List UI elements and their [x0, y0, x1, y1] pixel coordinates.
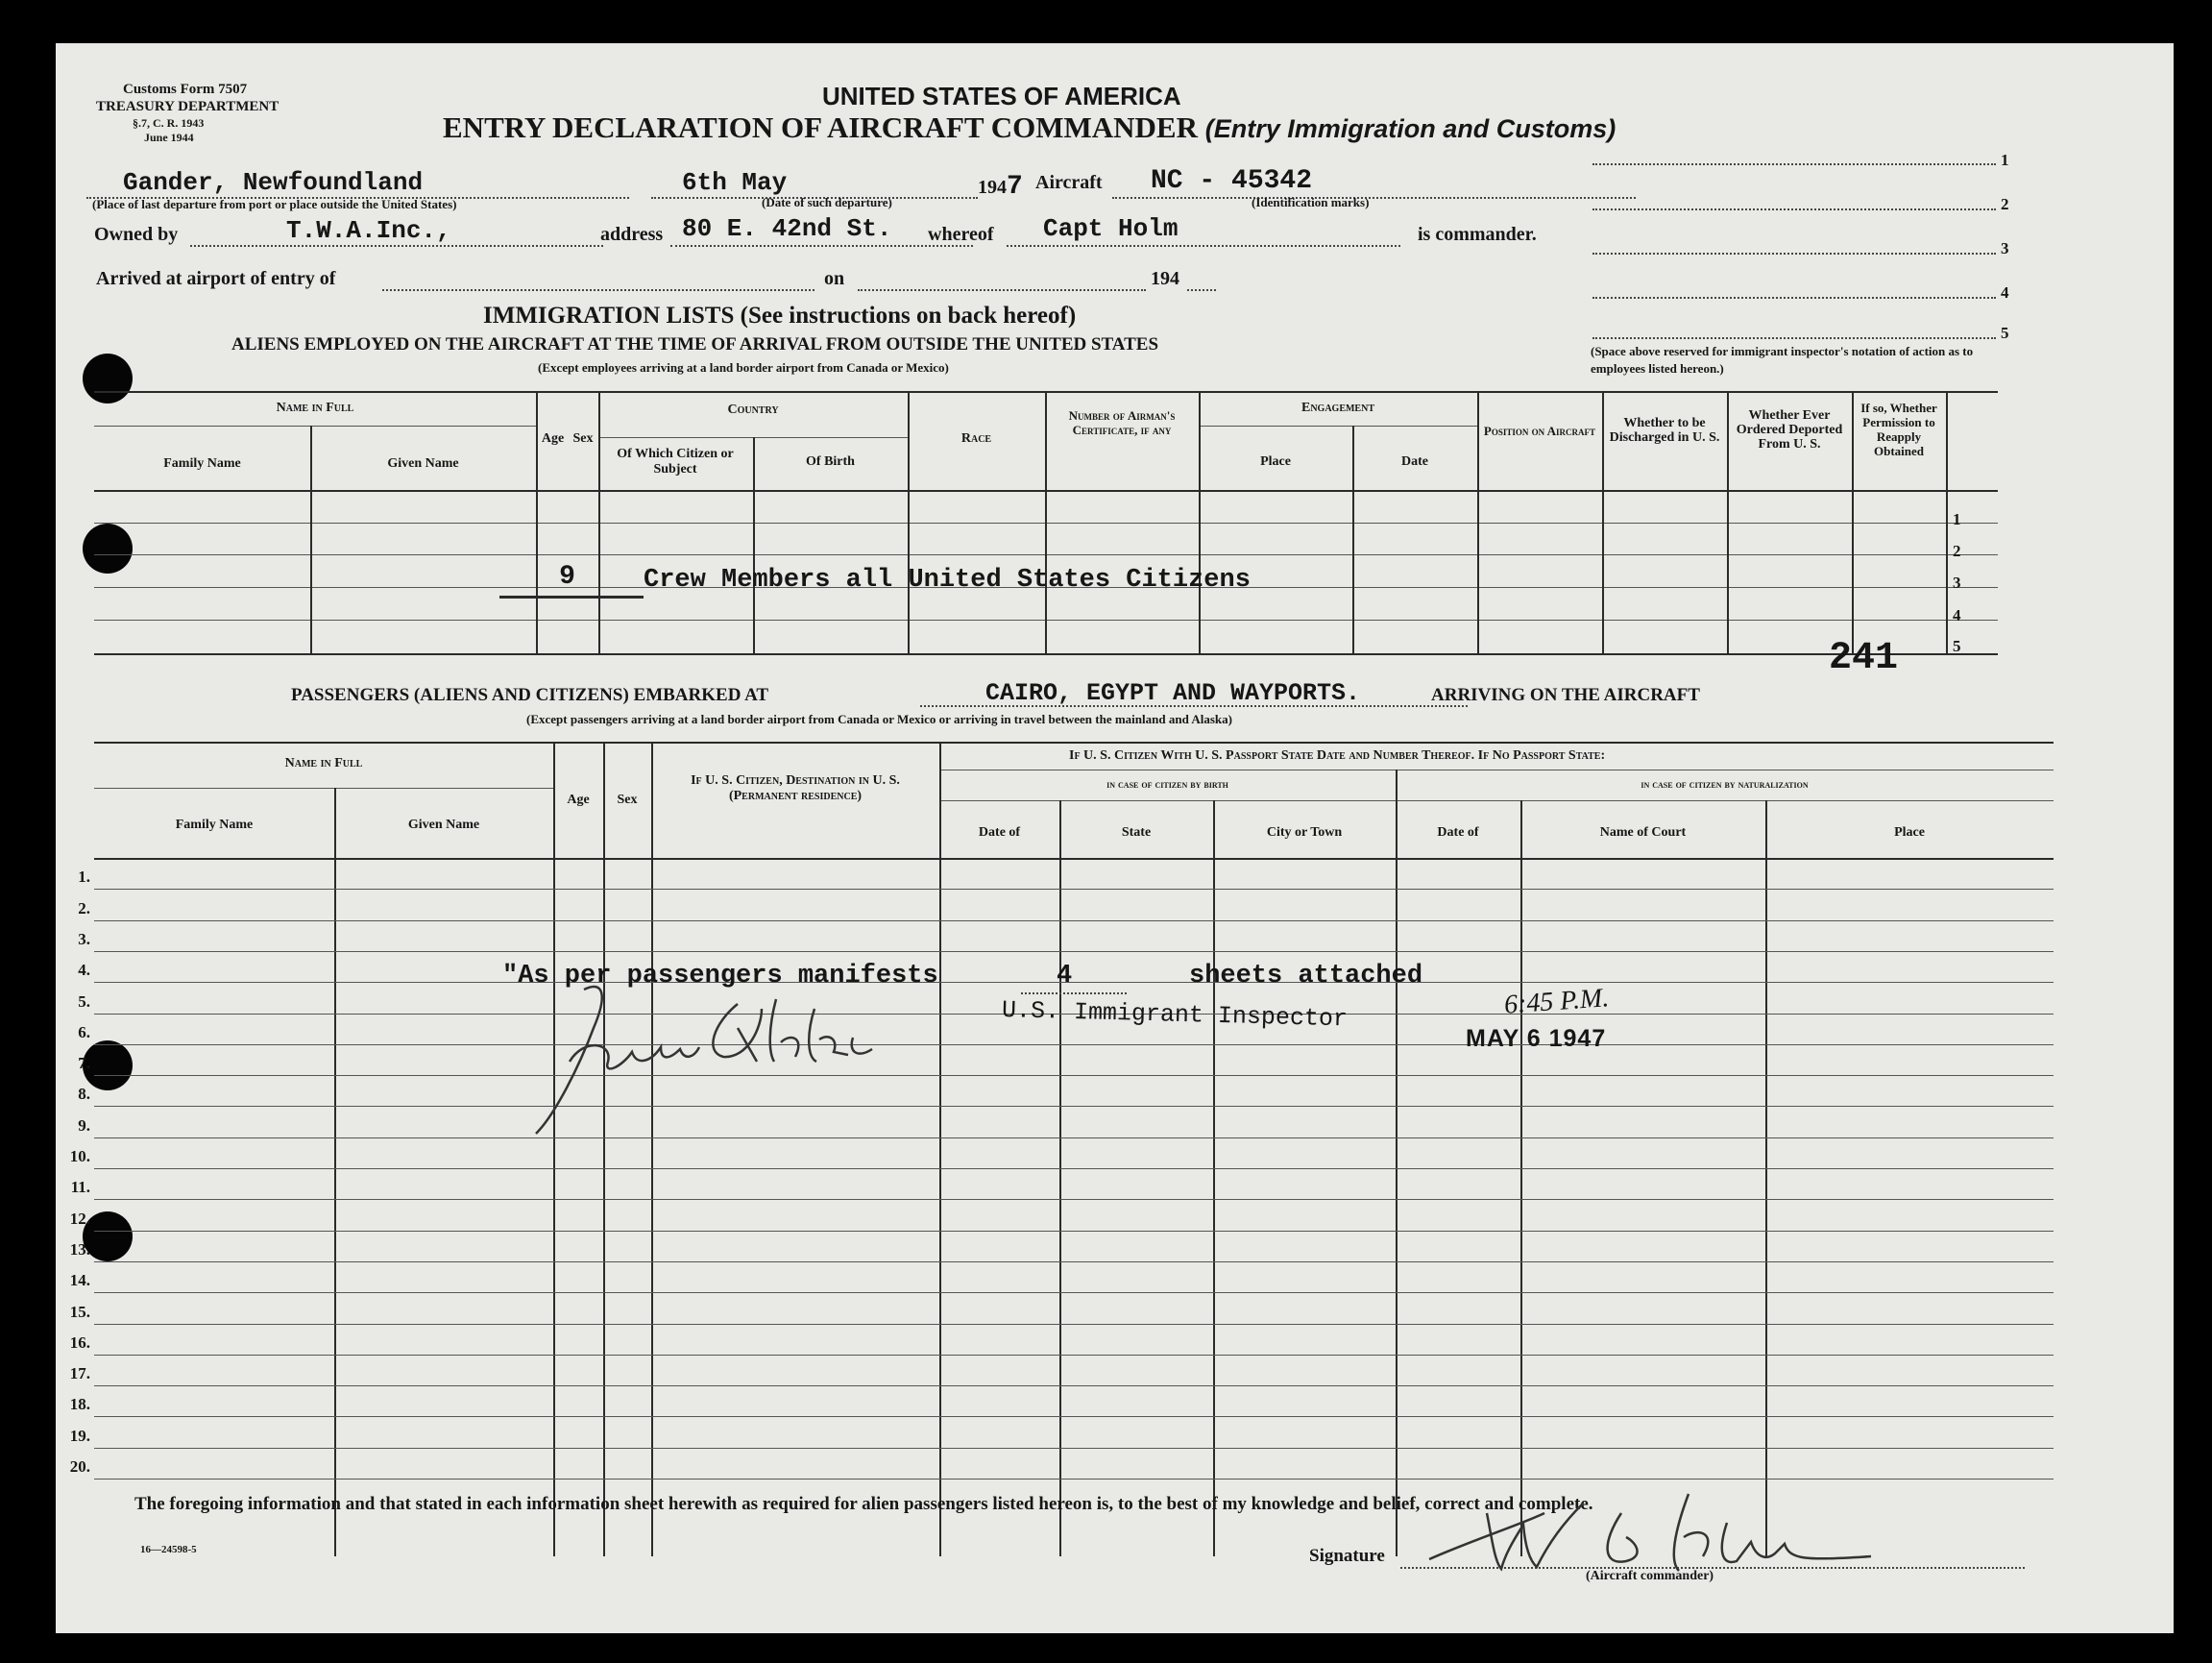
passengers-note: (Except passengers arriving at a land border airport from Canada or Mexico or arriving in travel between the mainland and Alaska)	[526, 712, 1232, 726]
immigration-note: (Except employees arriving at a land border airport from Canada or Mexico)	[538, 360, 949, 375]
row-number: 20.	[69, 1457, 90, 1476]
punch-hole	[83, 524, 133, 574]
header-position: Position on Aircraft	[1483, 424, 1596, 438]
country-title: UNITED STATES OF AMERICA	[822, 82, 1181, 110]
table-row	[94, 951, 2054, 952]
col-line	[1602, 391, 1604, 653]
underline	[382, 289, 814, 291]
embarked-value: CAIRO, EGYPT AND WAYPORTS.	[985, 679, 1361, 707]
departure-place-value: Gander, Newfoundland	[123, 168, 424, 197]
table-row	[94, 982, 2054, 983]
whereof-label: whereof	[928, 224, 994, 245]
stamp-number: 241	[1829, 637, 1899, 680]
row-number: 6.	[78, 1023, 90, 1041]
header-country: Country	[727, 403, 779, 417]
underline	[858, 289, 1146, 291]
row-number: 8.	[78, 1085, 90, 1103]
regulation: §.7, C. R. 1943	[133, 116, 205, 130]
row-number: 3	[1953, 574, 1961, 592]
row-number: 19.	[69, 1427, 90, 1445]
header-given-name: Given Name	[387, 456, 459, 471]
form-number: Customs Form 7507	[123, 82, 248, 97]
row-number: 1	[1953, 510, 1961, 528]
row-number: 14.	[69, 1271, 90, 1289]
row-number: 2.	[78, 899, 90, 917]
header-by-naturalization: in case of citizen by naturalization	[1641, 777, 1809, 791]
table-row	[94, 1168, 2054, 1169]
signature-label: Signature	[1309, 1546, 1385, 1566]
arrived-year: 194	[1151, 268, 1179, 289]
inspector-line	[1592, 163, 1996, 165]
header-state: State	[1121, 825, 1152, 840]
row-number: 11.	[70, 1178, 90, 1196]
header-engagement: Engagement	[1300, 401, 1374, 415]
page-title-sub: (Entry Immigration and Customs)	[1204, 114, 1616, 143]
immigration-title: IMMIGRATION LISTS (See instructions on back hereof)	[483, 303, 1077, 329]
row-number: 3.	[78, 930, 90, 948]
header-court: Name of Court	[1599, 825, 1687, 840]
header-date-of: Date of	[978, 825, 1021, 840]
print-code: 16—24598-5	[140, 1544, 197, 1555]
col-line	[908, 391, 910, 653]
table-border	[94, 858, 2054, 860]
inspector-note: (Space above reserved for immigrant inspector's notation of action as to employees listed hereon.)	[1591, 344, 1974, 376]
header-name-in-full: Name in Full	[284, 756, 363, 770]
underline	[1007, 245, 1400, 247]
inspector-line-number: 5	[2001, 324, 2009, 342]
header-passport: If U. S. Citizen With U. S. Passport State Date and Number Thereof. If No Passport State:	[1069, 748, 1606, 763]
header-discharged: Whether to be Discharged in U. S.	[1609, 416, 1720, 445]
table-row	[94, 1075, 2054, 1076]
header-certificate: Number of Airman's Certificate, if any	[1068, 408, 1176, 437]
owned-value: T.W.A.Inc.,	[286, 216, 451, 245]
header-given-name: Given Name	[407, 818, 480, 832]
table-row	[94, 920, 2054, 921]
address-label: address	[600, 224, 664, 245]
manifest-count: 4	[1057, 962, 1073, 990]
header-age: Age	[567, 793, 590, 807]
header-sub-line	[94, 426, 536, 427]
row-number: 5	[1953, 637, 1961, 655]
col-line	[1765, 800, 1767, 1556]
commander-suffix: is commander.	[1418, 224, 1537, 245]
row-number: 10.	[69, 1147, 90, 1165]
table-row	[94, 1106, 2054, 1107]
header-sub-line	[939, 800, 2054, 801]
table-row	[94, 1044, 2054, 1045]
owned-label: Owned by	[94, 224, 179, 245]
header-date-of-naturalization: Date of	[1437, 825, 1479, 840]
col-line	[1396, 770, 1398, 1556]
header-name-in-full: Name in Full	[276, 401, 354, 415]
table-row	[94, 889, 2054, 890]
row-number: 9.	[78, 1116, 90, 1135]
row-number: 4.	[78, 961, 90, 979]
departure-place-caption: (Place of last departure from port or place outside the United States)	[92, 197, 457, 211]
row-number: 1.	[78, 868, 90, 886]
crew-count-underline	[499, 596, 644, 599]
inspector-line-number: 3	[2001, 239, 2009, 257]
year-value: 7	[1007, 172, 1023, 202]
header-sub-line	[1199, 426, 1477, 427]
form-date: June 1944	[144, 131, 194, 144]
passengers-title-left: PASSENGERS (ALIENS AND CITIZENS) EMBARKED AT	[291, 685, 769, 705]
col-line	[1727, 391, 1729, 653]
stamp-time: 6:45 P.M.	[1503, 983, 1611, 1020]
commander-value: Capt Holm	[1043, 214, 1179, 243]
header-age: Age	[541, 431, 565, 446]
arrived-on: on	[824, 268, 845, 289]
header-family-name: Family Name	[163, 456, 241, 471]
col-line	[1477, 391, 1479, 653]
header-by-birth: in case of citizen by birth	[1106, 777, 1228, 791]
header-sex: Sex	[572, 431, 594, 446]
aircraft-label: Aircraft	[1035, 172, 1103, 193]
header-place: Place	[1260, 454, 1291, 469]
crew-note: Crew Members all United States Citizens	[644, 566, 1251, 595]
header-place: Place	[1894, 825, 1925, 840]
row-number: 18.	[69, 1395, 90, 1413]
underline	[1021, 992, 1127, 994]
row-number: 13.	[69, 1240, 90, 1259]
table-row	[94, 1416, 2054, 1417]
address-value: 80 E. 42nd St.	[682, 214, 892, 243]
table-row	[94, 1385, 2054, 1386]
departure-year	[978, 172, 1023, 202]
inspector-line-number: 2	[2001, 195, 2009, 213]
col-line	[536, 391, 538, 653]
table-border	[94, 742, 2054, 744]
inspector-line	[1592, 208, 1996, 210]
table-border	[94, 653, 1998, 655]
row-number: 5.	[78, 992, 90, 1011]
inspector-line	[1592, 253, 1996, 255]
department: TREASURY DEPARTMENT	[96, 99, 280, 114]
page-title	[443, 110, 1616, 145]
inspector-line-number: 4	[2001, 283, 2009, 302]
aircraft-caption: (Identification marks)	[1252, 195, 1370, 209]
inspector-signature	[517, 970, 1016, 1153]
row-number: 15.	[69, 1303, 90, 1321]
row-number: 4	[1953, 606, 1961, 624]
punch-hole	[83, 354, 133, 404]
col-line	[1946, 391, 1948, 653]
crew-count: 9	[559, 562, 575, 592]
underline	[1112, 197, 1636, 199]
year-prefix: 194	[978, 177, 1007, 198]
signature-caption: (Aircraft commander)	[1586, 1569, 1714, 1583]
header-race: Race	[960, 431, 992, 446]
document-sheet	[56, 43, 2174, 1633]
col-line	[598, 391, 600, 653]
inspector-line	[1592, 337, 1996, 339]
inspector-line	[1592, 297, 1996, 299]
arrived-label: Arrived at airport of entry of	[96, 268, 336, 289]
row-number: 12.	[69, 1210, 90, 1228]
table-row	[94, 1137, 2054, 1138]
header-sub-line	[94, 788, 553, 789]
table-row	[94, 1448, 2054, 1449]
col-line	[1059, 800, 1061, 1556]
departure-date-value: 6th May	[682, 168, 788, 197]
header-citizen: Of Which Citizen or Subject	[617, 447, 734, 477]
stamp-date: MAY 6 1947	[1466, 1025, 1607, 1052]
table-row	[94, 1355, 2054, 1356]
manifest-suffix: sheets attached	[1189, 962, 1423, 990]
table-row	[94, 1324, 2054, 1325]
table-row	[94, 1261, 2054, 1262]
header-deported: Whether Ever Ordered Deported From U. S.	[1736, 408, 1843, 452]
page-title-main: ENTRY DECLARATION OF AIRCRAFT COMMANDER	[443, 110, 1198, 144]
header-city: City or Town	[1266, 825, 1343, 840]
header-destination: If U. S. Citizen, Destination in U. S. (Permanent residence)	[691, 773, 900, 803]
commander-signature	[1410, 1484, 1909, 1580]
declaration-text: The foregoing information and that stated in each information sheet herewith as required for alien passengers listed hereon is, to the best of my knowledge and belief, correct and complete.	[134, 1494, 1593, 1514]
col-line	[1199, 391, 1201, 653]
inspector-title: U.S. Immigrant Inspector	[1001, 996, 1349, 1034]
table-row	[94, 1292, 2054, 1293]
col-line	[1213, 800, 1215, 1556]
underline	[190, 245, 603, 247]
row-number: 2	[1953, 542, 1961, 560]
manifest-prefix: "As per passengers manifests	[502, 962, 938, 990]
table-row	[94, 1199, 2054, 1200]
row-number: 17.	[69, 1364, 90, 1382]
table-row	[94, 1479, 2054, 1480]
row-number: 16.	[69, 1333, 90, 1352]
header-sex: Sex	[617, 793, 638, 807]
col-line	[1045, 391, 1047, 653]
header-family-name: Family Name	[175, 818, 254, 832]
underline	[1187, 289, 1216, 291]
immigration-subtitle: ALIENS EMPLOYED ON THE AIRCRAFT AT THE TIME OF ARRIVAL FROM OUTSIDE THE UNITED STATES	[231, 334, 1159, 355]
passengers-title-right: ARRIVING ON THE AIRCRAFT	[1431, 685, 1700, 705]
header-permission: If so, Whether Permission to Reapply Obtained	[1860, 401, 1937, 458]
aircraft-value: NC - 45342	[1151, 166, 1313, 196]
col-line	[1520, 800, 1522, 1556]
col-line	[334, 788, 336, 1556]
table-row	[94, 1231, 2054, 1232]
header-birth: Of Birth	[806, 454, 855, 469]
inspector-line-number: 1	[2001, 151, 2009, 169]
header-date: Date	[1401, 454, 1428, 469]
row-number: 7.	[78, 1054, 90, 1072]
departure-date-caption: (Date of such departure)	[762, 195, 892, 209]
